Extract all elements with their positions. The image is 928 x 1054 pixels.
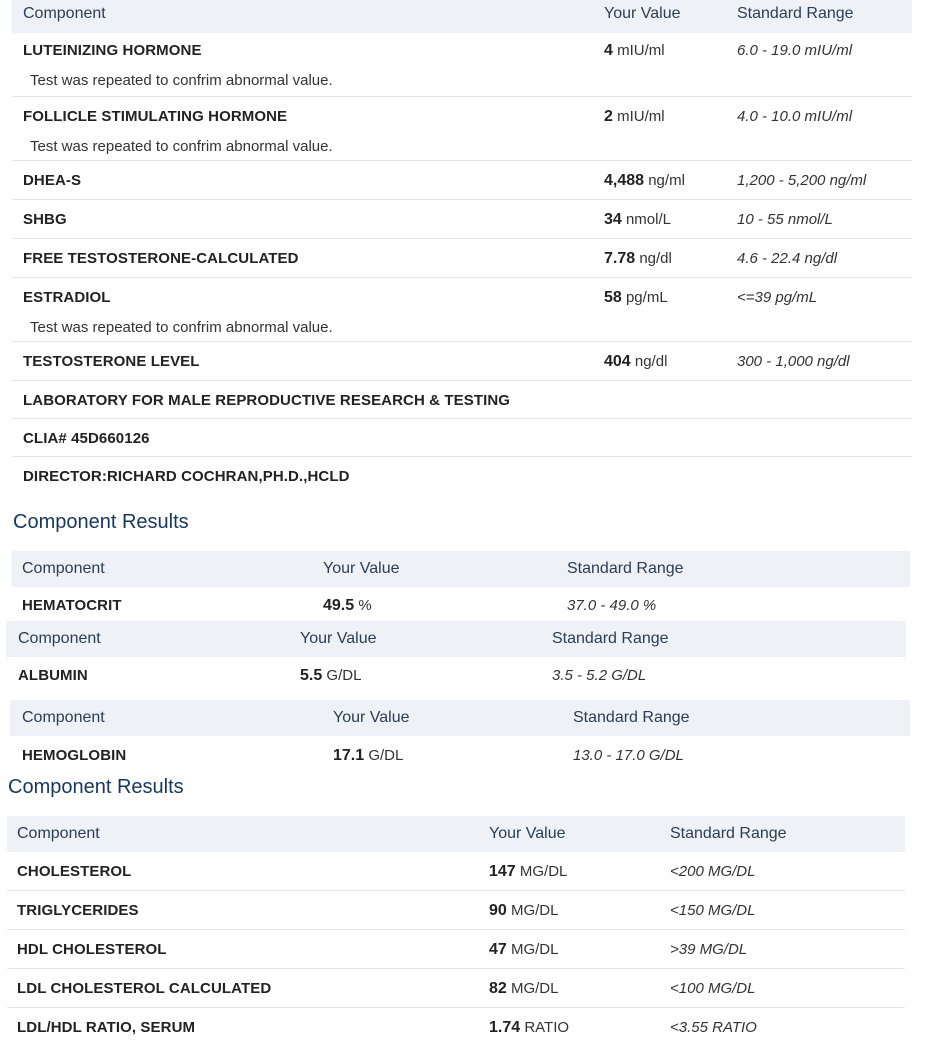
value: 1.74 RATIO <box>489 1019 570 1036</box>
table-row <box>7 852 905 891</box>
row-note: Test was repeated to confrim abnormal value. <box>30 319 333 336</box>
header-component: Component <box>18 630 101 647</box>
value: 49.5 % <box>323 597 372 614</box>
table-row <box>7 969 905 1008</box>
header-standard-range: Standard Range <box>737 5 854 22</box>
component-name: FOLLICLE STIMULATING HORMONE <box>23 108 288 125</box>
component-name: HEMOGLOBIN <box>22 747 127 764</box>
table-row <box>10 736 910 773</box>
standard-range: 4.0 - 10.0 mIU/ml <box>737 108 853 125</box>
component-name: TESTOSTERONE LEVEL <box>23 353 200 370</box>
standard-range: 4.6 - 22.4 ng/dl <box>737 250 838 267</box>
row-note: Test was repeated to confrim abnormal value. <box>30 138 333 155</box>
component-name: ESTRADIOL <box>23 289 111 306</box>
standard-range: <3.55 RATIO <box>670 1019 757 1036</box>
hematocrit-panel <box>0 494 920 616</box>
component-name: ALBUMIN <box>18 667 88 684</box>
header-standard-range: Standard Range <box>573 709 690 726</box>
value: 7.78 ng/dl <box>604 250 672 267</box>
table-row <box>12 342 912 381</box>
standard-range: <150 MG/DL <box>670 902 756 919</box>
table-row <box>7 1008 905 1046</box>
hormone-results-panel <box>12 0 912 494</box>
standard-range: 1,200 - 5,200 ng/ml <box>737 172 867 189</box>
component-name: DHEA-S <box>23 172 82 189</box>
header-your-value: Your Value <box>489 825 566 842</box>
table-header <box>12 0 912 33</box>
section-title: Component Results <box>13 511 189 533</box>
value: 2 mIU/ml <box>604 108 665 125</box>
table-row <box>12 457 912 494</box>
standard-range: 300 - 1,000 ng/dl <box>737 353 850 370</box>
component-name: LDL/HDL RATIO, SERUM <box>17 1019 196 1036</box>
standard-range: <100 MG/DL <box>670 980 756 997</box>
header-component: Component <box>17 825 100 842</box>
value: 90 MG/DL <box>489 902 559 919</box>
header-your-value: Your Value <box>300 630 377 647</box>
table-header <box>10 700 910 736</box>
value: 4,488 ng/ml <box>604 172 685 189</box>
lipid-panel <box>0 773 920 1054</box>
standard-range: 13.0 - 17.0 G/DL <box>573 747 684 764</box>
component-name: LDL CHOLESTEROL CALCULATED <box>17 980 272 997</box>
component-name: HDL CHOLESTEROL <box>17 941 167 958</box>
header-standard-range: Standard Range <box>552 630 669 647</box>
value: 82 MG/DL <box>489 980 559 997</box>
standard-range: <=39 pg/mL <box>737 289 818 306</box>
value: 58 pg/mL <box>604 289 668 306</box>
component-name: FREE TESTOSTERONE-CALCULATED <box>23 250 299 267</box>
lab-name: LABORATORY FOR MALE REPRODUCTIVE RESEARCH & TESTING <box>23 392 511 409</box>
table-row <box>12 161 912 200</box>
table-row <box>12 278 912 342</box>
table-row <box>12 587 910 616</box>
header-your-value: Your Value <box>323 560 400 577</box>
table-row <box>12 239 912 278</box>
row-note: Test was repeated to confrim abnormal value. <box>30 72 333 89</box>
table-header <box>6 621 906 657</box>
table-row <box>6 657 906 689</box>
section-title: Component Results <box>8 776 184 798</box>
value: 4 mIU/ml <box>604 42 665 59</box>
table-row <box>12 381 912 419</box>
lab-director: DIRECTOR:RICHARD COCHRAN,PH.D.,HCLD <box>23 468 350 485</box>
component-name: SHBG <box>23 211 67 228</box>
albumin-panel <box>6 621 906 689</box>
hemoglobin-panel <box>10 697 910 773</box>
component-name: HEMATOCRIT <box>22 597 122 614</box>
value: 47 MG/DL <box>489 941 559 958</box>
value: 17.1 G/DL <box>333 747 404 764</box>
table-row <box>12 419 912 457</box>
header-component: Component <box>22 709 105 726</box>
value: 34 nmol/L <box>604 211 671 228</box>
table-row <box>7 891 905 930</box>
clia-number: CLIA# 45D660126 <box>23 430 150 447</box>
standard-range: 37.0 - 49.0 % <box>567 597 657 614</box>
table-row <box>12 97 912 161</box>
standard-range: <200 MG/DL <box>670 863 756 880</box>
header-component: Component <box>23 5 106 22</box>
table-header <box>12 551 910 587</box>
table-header <box>7 816 905 852</box>
component-name: TRIGLYCERIDES <box>17 902 139 919</box>
standard-range: 10 - 55 nmol/L <box>737 211 833 228</box>
header-standard-range: Standard Range <box>567 560 684 577</box>
value: 5.5 G/DL <box>300 667 362 684</box>
value: 147 MG/DL <box>489 863 568 880</box>
header-your-value: Your Value <box>604 5 681 22</box>
table-row <box>12 200 912 239</box>
standard-range: 6.0 - 19.0 mIU/ml <box>737 42 853 59</box>
standard-range: 3.5 - 5.2 G/DL <box>552 667 647 684</box>
table-row <box>7 930 905 969</box>
header-your-value: Your Value <box>333 709 410 726</box>
component-name: CHOLESTEROL <box>17 863 132 880</box>
value: 404 ng/dl <box>604 353 668 370</box>
component-name: LUTEINIZING HORMONE <box>23 42 202 59</box>
table-row <box>12 33 912 97</box>
header-standard-range: Standard Range <box>670 825 787 842</box>
standard-range: >39 MG/DL <box>670 941 748 958</box>
header-component: Component <box>22 560 105 577</box>
